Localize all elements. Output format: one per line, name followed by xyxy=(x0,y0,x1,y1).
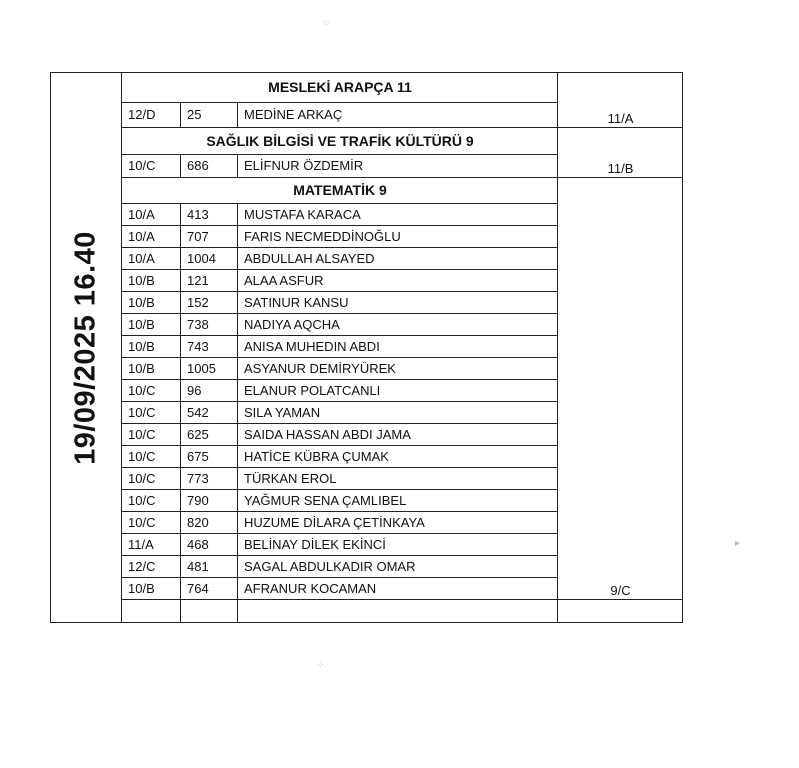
student-name-cell: NADIYA AQCHA xyxy=(244,317,340,332)
student-name-cell: ALAA ASFUR xyxy=(244,273,324,288)
student-number-cell: 121 xyxy=(187,273,209,288)
class-cell: 12/C xyxy=(128,559,156,574)
student-name-cell: SILA YAMAN xyxy=(244,405,321,420)
class-cell: 10/A xyxy=(128,251,155,266)
student-name-cell: ASYANUR DEMİRYÜREK xyxy=(244,361,396,376)
scan-speck: ▸ xyxy=(735,538,741,549)
class-cell: 11/A xyxy=(128,537,154,552)
class-cell: 10/B xyxy=(128,581,155,596)
row-rule xyxy=(121,467,558,468)
section-title: MESLEKİ ARAPÇA 11 xyxy=(268,79,412,95)
class-cell: 10/B xyxy=(128,295,155,310)
student-number-cell: 707 xyxy=(187,229,209,244)
student-name-cell: TÜRKAN EROL xyxy=(244,471,337,486)
student-number-cell: 468 xyxy=(187,537,209,552)
student-number-cell: 542 xyxy=(187,405,209,420)
student-number-cell: 790 xyxy=(187,493,209,508)
student-name-cell: MEDİNE ARKAÇ xyxy=(244,107,343,122)
exam-room: 9/C xyxy=(610,583,631,598)
divider-number-column xyxy=(237,154,238,177)
rule xyxy=(121,203,558,204)
rule xyxy=(121,102,558,103)
row-rule xyxy=(121,489,558,490)
student-name-cell: ANISA MUHEDIN ABDI xyxy=(244,339,380,354)
student-name-cell: SAGAL ABDULKADIR OMAR xyxy=(244,559,416,574)
row-rule xyxy=(121,313,558,314)
class-cell: 10/C xyxy=(128,427,156,442)
class-cell: 10/C xyxy=(128,493,156,508)
student-number-cell: 625 xyxy=(187,427,209,442)
divider-class-column xyxy=(180,203,181,623)
row-rule xyxy=(121,401,558,402)
class-cell: 10/C xyxy=(128,449,156,464)
scan-speck: ⁘ xyxy=(316,660,325,671)
student-number-cell: 743 xyxy=(187,339,209,354)
student-number-cell: 96 xyxy=(187,383,202,398)
student-number-cell: 1004 xyxy=(187,251,216,266)
student-name-cell: MUSTAFA KARACA xyxy=(244,207,361,222)
class-cell: 10/A xyxy=(128,229,155,244)
class-cell: 10/A xyxy=(128,207,155,222)
section-title: SAĞLIK BİLGİSİ VE TRAFİK KÜLTÜRÜ 9 xyxy=(206,133,474,149)
row-rule xyxy=(121,225,558,226)
class-cell: 10/B xyxy=(128,361,155,376)
divider-number-column xyxy=(237,102,238,127)
student-name-cell: SATINUR KANSU xyxy=(244,295,349,310)
row-rule xyxy=(121,555,558,556)
row-rule xyxy=(121,445,558,446)
student-name-cell: FARIS NECMEDDİNOĞLU xyxy=(244,229,401,244)
rule xyxy=(121,127,683,128)
scan-speck: ⁘ xyxy=(322,18,331,29)
row-rule xyxy=(121,291,558,292)
student-number-cell: 25 xyxy=(187,107,202,122)
class-cell: 10/C xyxy=(128,383,156,398)
divider-class-column xyxy=(180,102,181,127)
section-title: MATEMATİK 9 xyxy=(293,182,387,198)
divider-number-column xyxy=(237,203,238,623)
class-cell: 10/B xyxy=(128,317,155,332)
class-cell: 10/C xyxy=(128,405,156,420)
row-rule xyxy=(121,247,558,248)
class-cell: 10/C xyxy=(128,158,156,173)
student-name-cell: ELİFNUR ÖZDEMİR xyxy=(244,158,364,173)
student-name-cell: AFRANUR KOCAMAN xyxy=(244,581,377,596)
student-number-cell: 152 xyxy=(187,295,209,310)
student-name-cell: ABDULLAH ALSAYED xyxy=(244,251,375,266)
student-name-cell: ELANUR POLATCANLI xyxy=(244,383,381,398)
class-cell: 10/B xyxy=(128,273,155,288)
student-number-cell: 413 xyxy=(187,207,209,222)
row-rule xyxy=(121,335,558,336)
row-rule xyxy=(121,533,558,534)
student-number-cell: 820 xyxy=(187,515,209,530)
student-number-cell: 1005 xyxy=(187,361,216,376)
student-number-cell: 764 xyxy=(187,581,209,596)
student-number-cell: 481 xyxy=(187,559,209,574)
student-name-cell: HUZUME DİLARA ÇETİNKAYA xyxy=(244,515,425,530)
student-number-cell: 686 xyxy=(187,158,209,173)
student-number-cell: 773 xyxy=(187,471,209,486)
date-stamp: 19/09/2025 16.40 xyxy=(69,230,102,465)
rule xyxy=(121,177,683,178)
class-cell: 12/D xyxy=(128,107,156,122)
exam-room: 11/B xyxy=(607,161,634,176)
student-name-cell: HATİCE KÜBRA ÇUMAK xyxy=(244,449,389,464)
row-rule xyxy=(121,357,558,358)
rule xyxy=(121,154,558,155)
class-cell: 10/C xyxy=(128,471,156,486)
row-rule xyxy=(121,423,558,424)
date-column xyxy=(50,72,122,623)
exam-room: 11/A xyxy=(607,111,634,126)
class-cell: 10/C xyxy=(128,515,156,530)
student-number-cell: 738 xyxy=(187,317,209,332)
row-rule xyxy=(121,599,558,600)
student-name-cell: SAIDA HASSAN ABDI JAMA xyxy=(244,427,411,442)
row-rule xyxy=(121,269,558,270)
student-number-cell: 675 xyxy=(187,449,209,464)
row-rule xyxy=(121,577,558,578)
student-name-cell: YAĞMUR SENA ÇAMLIBEL xyxy=(244,493,407,508)
row-rule xyxy=(121,511,558,512)
divider-class-column xyxy=(180,154,181,177)
student-name-cell: BELİNAY DİLEK EKİNCİ xyxy=(244,537,386,552)
row-rule xyxy=(121,379,558,380)
class-cell: 10/B xyxy=(128,339,155,354)
